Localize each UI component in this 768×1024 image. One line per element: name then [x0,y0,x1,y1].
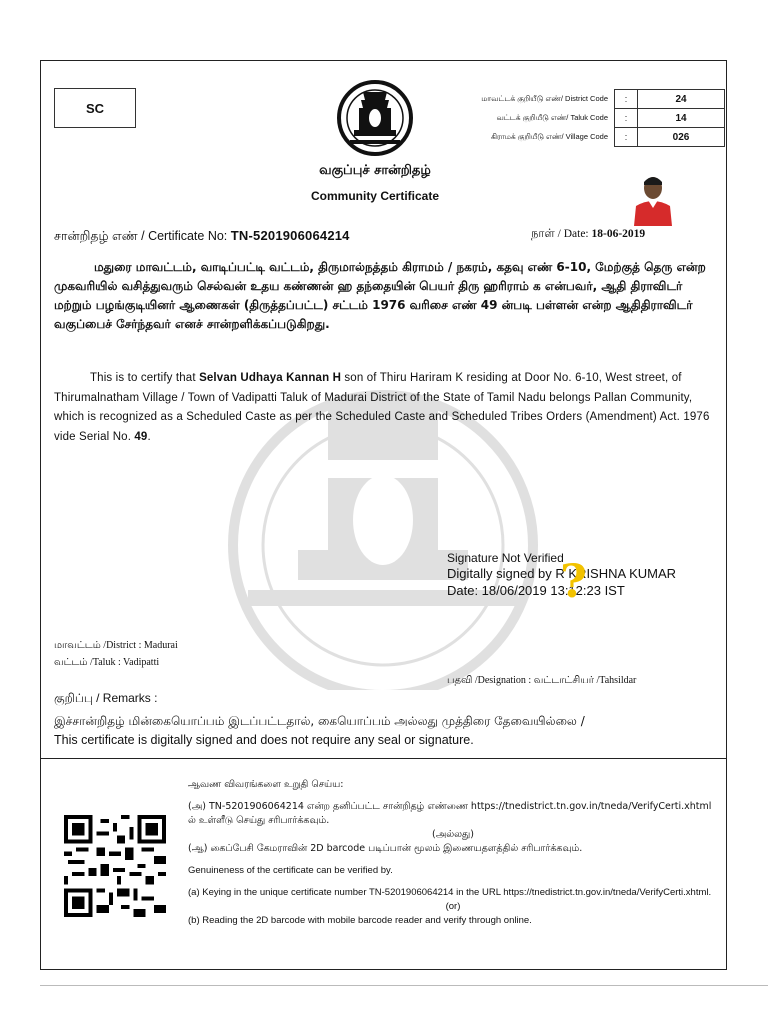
district-code-label: மாவட்டக் குறியீடு எண்/ District Code [481,94,608,103]
body-text-1: This is to certify that [90,372,200,384]
taluk-code-value: 14 [638,109,725,128]
holder-name: Selvan Udhaya Kannan H [199,372,342,384]
village-code-colon: : [615,128,638,147]
village-code-value: 026 [638,128,725,147]
issue-date: 18-06-2019 [591,228,646,240]
verify-heading-tamil: ஆவண விவரங்களை உறுதி செய்ய: [188,779,344,790]
remarks-label: குறிப்பு / Remarks : [54,691,158,705]
serial-number: 49 [134,430,148,443]
section-divider [40,758,727,759]
category-box: SC [54,88,136,128]
verification-instructions [188,778,718,928]
code-table [440,89,725,147]
verify-heading-english: Genuineness of the certificate can be verified by. [188,865,393,876]
issue-date-label: நாள் / Date: [531,228,589,240]
verify-option-a-tamil: (அ) TN-5201906064214 என்ற தனிப்பட்ட சான்றிதழ் எண்ணை https://tnedistrict.tn.gov.in/tneda/VerifyCerti.xhtml ல் உள்ளீடு செய்து சரிபார்க்கவும். [188,801,712,826]
taluk-code-row [440,109,725,128]
verify-option-b-english: (b) Reading the 2D barcode with mobile barcode reader and verify through online. [188,915,532,926]
village-code-row [440,128,725,147]
verify-option-b-tamil: (ஆ) கைப்பேசி கேமராவின் 2D barcode படிப்பான் மூலம் இணையதளத்தில் சரிபார்க்கவும். [188,843,583,854]
certificate-number-label: சான்றிதழ் எண் / Certificate No: [54,229,228,243]
digital-sign-note-tamil: இச்சான்றிதழ் மின்கையொப்பம் இடப்பட்டதால், கையொப்பம் அல்லது முத்திரை தேவையில்லை / [54,714,585,728]
footer-rule [40,985,768,986]
certificate-body-tamil: மதுரை மாவட்டம், வாடிப்பட்டி வட்டம், திருமால்நத்தம் கிராமம் / நகரம், கதவு எண் 6-10, மேற்குத் தெரு என்ற முகவரியில் வசித்துவரும் செல்வன் உதய கண்ணன் ஹ தந்தையின் பெயர் திரு ஹரிராம் க என்பவர், ஆதி திராவிடர் மற்றும் பழங்குடியினர் ஆணைகள் (திருத்தப்பட்ட) சட்டம் 1976 வரிசை எண் 49 ன்படி பள்ளன் என்ற ஆதிதிராவிடர் வகுப்பைச் சேர்ந்தவர் எனச் சான்றளிக்கப்படுகிறது. [54,260,706,331]
body-text-3: . [147,430,151,443]
body-text-2: son of Thiru Hariram K residing at Door No. 6-10, West street, of Thirumalnatham Village / Town of Vadipatti Taluk of Madurai District of the State of Tamil Nadu belongs Pallan Community, which is recognized as a Scheduled Caste as per the Scheduled Caste and Scheduled Tribes Orders (Amendment) Act. 1976 vide Serial No. [54,372,710,443]
title-english: Community Certificate [310,189,440,203]
signature-status: Signature Not Verified [447,551,564,565]
taluk-code-label: வட்டக் குறியீடு எண்/ Taluk Code [496,113,608,122]
certificate-number: TN-5201906064214 [230,228,350,243]
verify-option-a-english: (a) Keying in the unique certificate number TN-5201906064214 in the URL https://tnedistrict.tn.gov.in/tneda/VerifyCerti.xhtml. [188,887,712,898]
district-code-row [440,90,725,109]
digital-sign-note-english: This certificate is digitally signed and does not require any seal or signature. [54,733,474,747]
signature-unverified-icon[interactable]: ? [560,554,587,608]
signed-by: Digitally signed by R KRISHNA KUMAR [447,566,677,581]
tamilnadu-emblem-icon [330,78,420,158]
designation-line: பதவி /Designation : வட்டாட்சியர் /Tahsildar [447,675,637,686]
qr-code-icon[interactable] [64,815,166,917]
applicant-photo [626,170,680,226]
district-line: மாவட்டம் /District : Madurai [54,640,178,651]
verify-or-english: (or) [445,901,461,912]
signature-date: Date: 18/06/2019 13:12:23 IST [447,583,625,598]
verify-or-tamil: (அல்லது) [432,829,474,840]
district-code-colon: : [615,90,638,109]
taluk-code-colon: : [615,109,638,128]
title-tamil: வகுப்புச் சான்றிதழ் [319,163,431,178]
certificate-body-english [54,369,716,447]
village-code-label: கிராமக் குறியீடு எண்/ Village Code [490,132,608,141]
district-code-value: 24 [638,90,725,109]
certificate-number-line [54,228,350,245]
taluk-line: வட்டம் /Taluk : Vadipatti [54,657,160,668]
issue-date-line [531,228,645,242]
